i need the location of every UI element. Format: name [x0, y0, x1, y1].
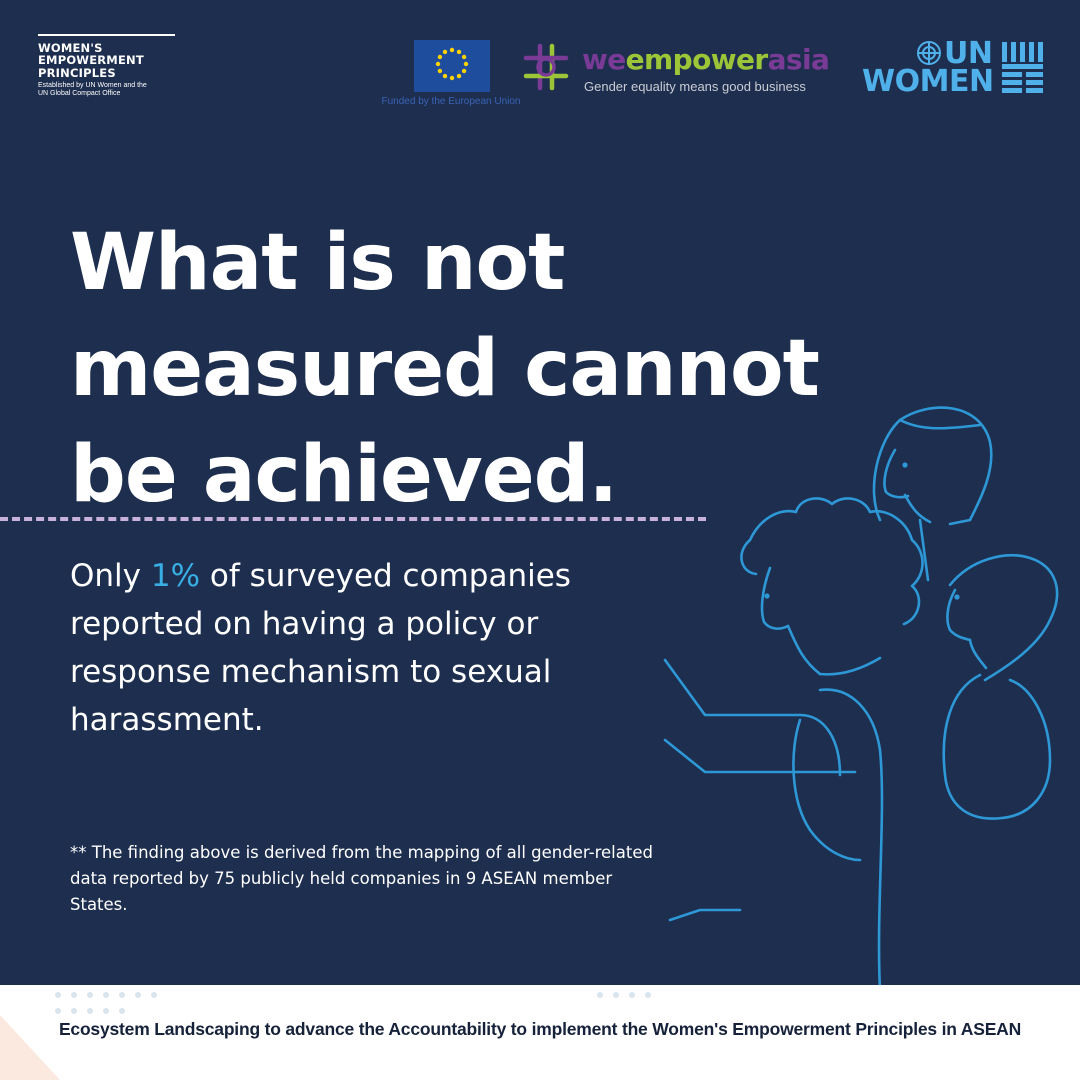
- weps-name-line2: EMPOWERMENT: [38, 53, 144, 67]
- statistic-rest: of surveyed companies reported on having a policy or response mechanism to sexual harassment.: [70, 558, 571, 738]
- weps-logo-name: [38, 42, 178, 80]
- weps-logo: [38, 34, 178, 98]
- weps-subtitle-line1: Established by UN Women and the: [38, 82, 147, 89]
- headline-line3: be achieved.: [70, 430, 618, 520]
- dashed-divider: [0, 517, 706, 521]
- wordmark-empower: empower: [625, 43, 768, 76]
- statistic-highlight: 1%: [150, 558, 201, 594]
- weempower-emblem-icon: [520, 42, 572, 96]
- weempowerasia-wordmark: [582, 40, 829, 80]
- statistic-prefix: Only: [70, 558, 151, 594]
- wordmark-we: we: [582, 43, 626, 76]
- women-text: WOMEN: [862, 64, 994, 99]
- un-text: UN: [944, 36, 993, 71]
- weps-logo-rule: [38, 34, 175, 36]
- eu-caption: Funded by the European Union: [381, 96, 521, 107]
- footnote: ** The finding above is derived from the mapping of all gender-related data reported by 75 publicly held companies in 9 ASEAN member States.: [70, 843, 653, 914]
- weps-name-line1: WOMEN'S: [38, 40, 103, 55]
- people-line-art-illustration: [650, 390, 1080, 990]
- statistic-text: [70, 552, 670, 744]
- weps-name-line3: PRINCIPLES: [38, 65, 116, 80]
- unwomen-logo: [862, 36, 1052, 99]
- weempowerasia-logo: [520, 40, 850, 100]
- unwomen-emblem-icon: [998, 40, 1048, 98]
- footer-band: [0, 985, 1080, 1080]
- weps-subtitle-line2: UN Global Compact Office: [38, 90, 121, 97]
- weempowerasia-tagline: Gender equality means good business: [584, 79, 806, 94]
- weps-logo-subtitle: [38, 82, 178, 98]
- eu-flag-icon: [414, 40, 490, 92]
- headline-line2: measured cannot: [70, 324, 819, 414]
- headline-line1: What is not: [70, 218, 565, 308]
- wordmark-asia: asia: [767, 43, 830, 76]
- footer-text: Ecosystem Landscaping to advance the Accountability to implement the Women's Empowerment Principles in ASEAN: [58, 1019, 1022, 1039]
